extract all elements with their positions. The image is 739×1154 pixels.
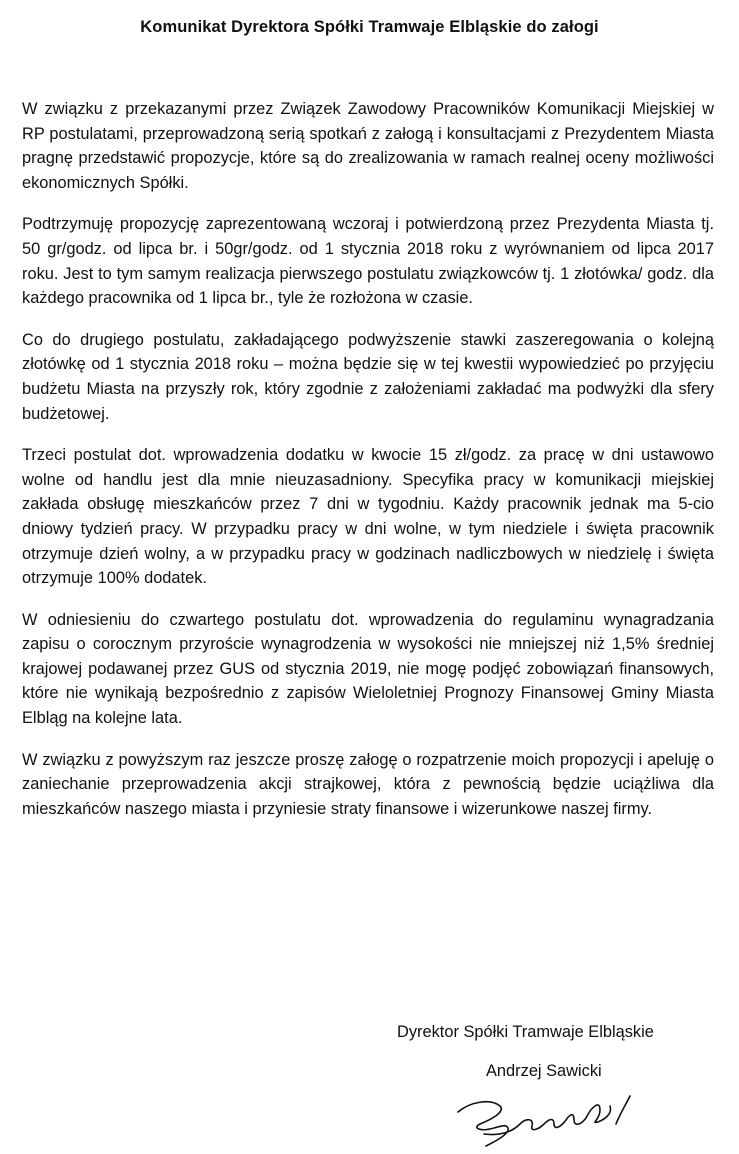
paragraph-6: W związku z powyższym raz jeszcze proszę załogę o rozpatrzenie moich propozycji i apeluję o zaniechanie przeprowadzenia akcji strajkowej, która z pewnością będzie uciążliwa dla mieszkańców naszego miasta i przyniesie straty finansowe i wizerunkowe naszej firmy. [22,750,714,818]
paragraph-1: W związku z przekazanymi przez Związek Zawodowy Pracowników Komunikacji Miejskiej w RP postulatami, przeprowadzoną serią spotkań z załogą i konsultacjami z Prezydentem Miasta pragnę przedstawić propozycje, które są do zrealizowania w ramach realnej oceny możliwości ekonomicznych Spółki. [22,100,714,192]
paragraph-4: Trzeci postulat dot. wprowadzenia dodatku w kwocie 15 zł/godz. za pracę w dni ustawowo wolne od handlu jest dla mnie nieuzasadniony. Specyfika pracy w komunikacji miejskiej zakłada obsługę mieszkańców przez 7 dni w tygodniu. Każdy pracownik jednak ma 5-cio dniowy tydzień pracy. W przypadku pracy w dni wolne, w tym niedziele i święta pracownik otrzymuje dzień wolny, a w przypadku pracy w godzinach nadliczbowych w niedzielę i święta otrzymuje 100% dodatek. [22,446,714,588]
document-body [22,97,714,838]
signature-role: Dyrektor Spółki Tramwaje Elbląskie [397,1023,654,1041]
handwritten-signature [450,1084,650,1154]
signature-name: Andrzej Sawicki [486,1062,602,1080]
paragraph-2: Podtrzymuję propozycję zaprezentowaną wczoraj i potwierdzoną przez Prezydenta Miasta tj. 50 gr/godz. od lipca br. i 50gr/godz. od 1 stycznia 2018 roku z wyrównaniem od lipca 2017 roku. Jest to tym samym realizacja pierwszego postulatu związkowców tj. 1 złotówka/ godz. dla każdego pracownika od 1 lipca br., tyle że rozłożona w czasie. [22,215,714,308]
paragraph-5: W odniesieniu do czwartego postulatu dot. wprowadzenia do regulaminu wynagradzania zapisu o corocznym przyroście wynagrodzenia w wysokości nie mniejszej niż 1,5% średniej krajowej podawanej przez GUS od stycznia 2019, nie mogę podjęć zobowiązań finansowych, które nie wynikają bezpośrednio z zapisów Wieloletniej Prognozy Finansowej Gminy Miasta Elbląg na kolejne lata. [22,610,714,728]
paragraph-3: Co do drugiego postulatu, zakładającego podwyższenie stawki zaszeregowania o kolejną złotówkę od 1 stycznia 2018 roku – można będzie się w tej kwestii wypowiedzieć po przyjęciu budżetu Miasta na przyszły rok, który zgodnie z założeniami zakładać ma podwyżki dla sfery budżetowej. [22,330,714,423]
document-title: Komunikat Dyrektora Spółki Tramwaje Elbląskie do załogi [140,18,599,36]
